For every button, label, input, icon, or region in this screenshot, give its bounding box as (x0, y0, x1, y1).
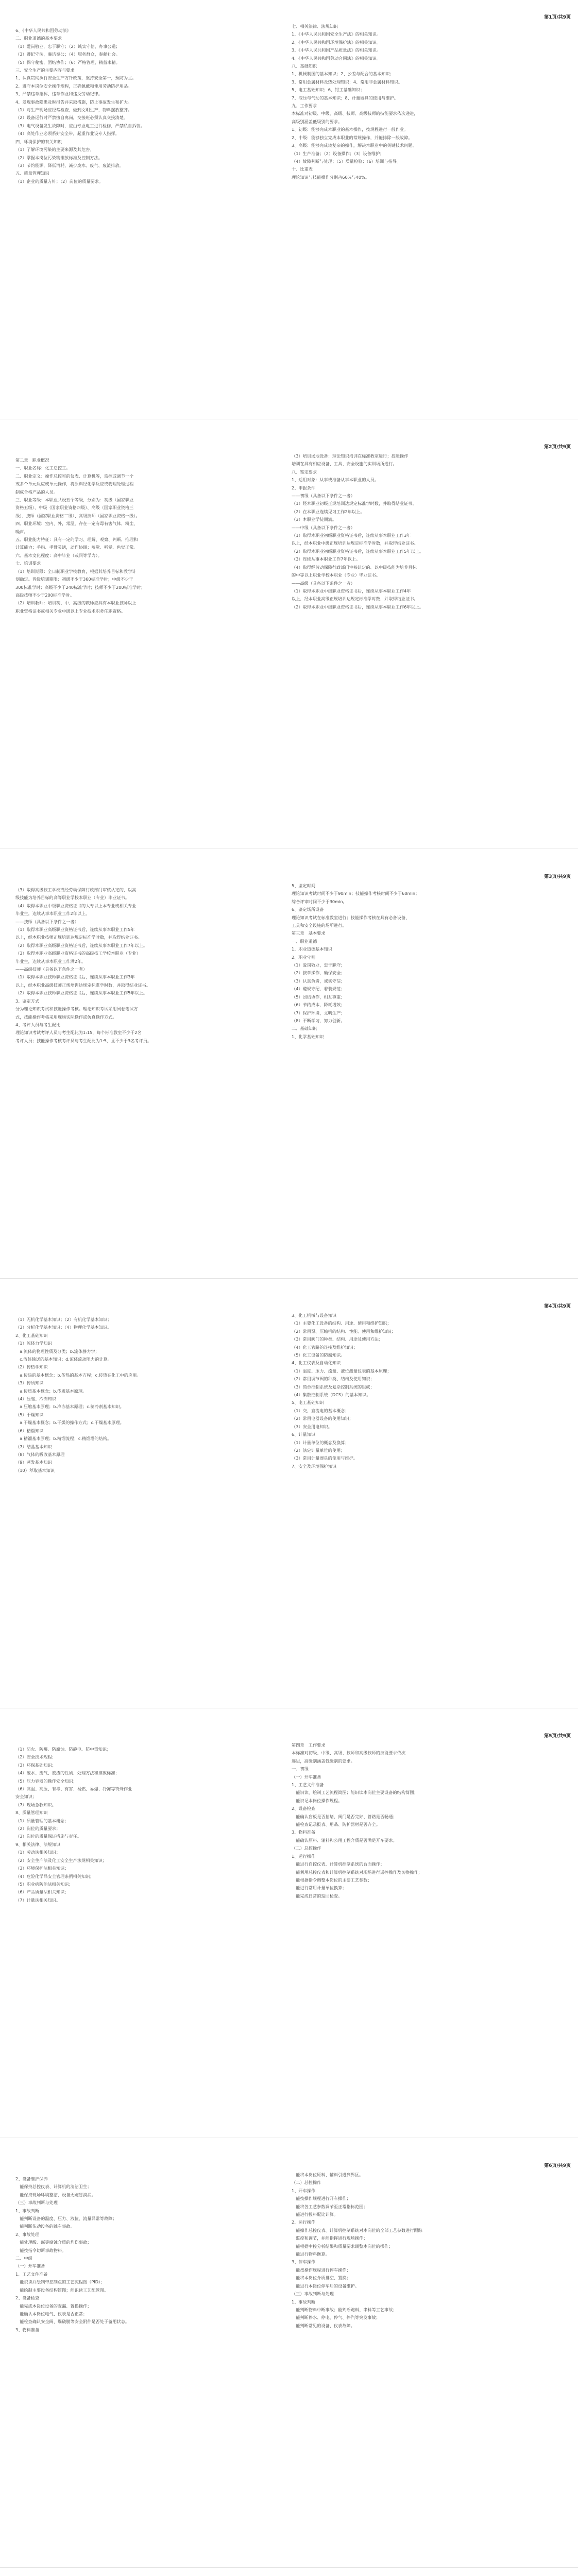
left-column (15, 886, 273, 1045)
text-line: 1、化学基础知识 (292, 1033, 324, 1039)
text-line: （2）常用电器设备的使用知识； (292, 1416, 353, 1421)
text-line: 1、工艺文件准备 (15, 2271, 48, 2277)
text-line: （1）流体力学知识 (15, 1341, 52, 1346)
text-line: （6）高温、高压、有毒、有害、易燃、易爆、冷冻等特殊作业 (15, 1786, 132, 1792)
text-line: （3）认真负责，诚实守信； (292, 978, 345, 984)
text-line: 6、《中华人民共和国劳动法》 (15, 28, 71, 33)
text-line: a.压缩基本原理；b.冷冻基本原理；c.制冷剂基本知识。 (15, 1404, 124, 1410)
text-line: （1）取得本职业高级职业资格证书后，连续从事本职业工作5年 (15, 927, 135, 933)
text-line: 三、安全生产的主要内容与要求 (15, 67, 75, 73)
text-line: 5、电工基础知识 (292, 1400, 324, 1405)
text-line: 5、电工基础知识；6、钳工基础知识； (292, 87, 365, 93)
text-line: 能根据指令调整本岗位的主要工艺参数； (292, 1877, 372, 1883)
text-line: （3）传质知识 (15, 1380, 44, 1386)
text-line: 能进行本岗位停车后的设备维护。 (292, 2283, 360, 2289)
text-line: 制成合格产品的人员。 (15, 489, 58, 495)
text-line: （6）精馏知识 (15, 1428, 44, 1433)
text-line: （2）传热学知识 (15, 1364, 48, 1370)
text-line: 3、物料准备 (292, 1829, 316, 1835)
text-line: （4）废水、废气、废渣的性质、处理方法和排放标准； (15, 1770, 120, 1776)
text-line: （1）对生产现场应经常检查，做到文明生产，物料摆放整齐。 (15, 107, 132, 113)
text-line: （3）电气设备发生故障时，应由专业电工进行检修，严禁私自拆装。 (15, 123, 145, 128)
text-line: 能按操作规程进行停车操作； (292, 2267, 351, 2273)
text-line: 2、设备检查 (292, 1806, 316, 1811)
text-line: （1）劳动法相关知识； (15, 1850, 61, 1855)
text-line: 能判断物料中断事故；能判断跑料、串料等工艺事故； (292, 2307, 397, 2312)
text-line: （4）故障判断与处理；（5）质量检验；（6）培训与指导。 (292, 158, 401, 164)
text-line: （5）职业病防治法相关知识； (15, 1881, 73, 1887)
right-column (292, 452, 549, 611)
text-line: 理论知识考试时间不少于90min；技能操作考核时间不少于60min； (292, 891, 420, 896)
page-number: 第3页/共9页 (544, 874, 571, 879)
text-line: （10）萃取基本知识 (15, 1467, 55, 1473)
page (0, 870, 578, 1279)
text-line: 2、运行操作 (292, 2219, 316, 2225)
text-line: （7）计量法相关知识。 (15, 1897, 61, 1903)
text-line: （2）设备运行时严禁擅自离岗，交接班必须认真交接清楚。 (15, 115, 128, 121)
text-line: 监控和调节，并能指挥进行现场操作； (292, 2235, 368, 2241)
text-line: （1）生产准备；（2）设备操作；（3）设备维护； (292, 150, 384, 156)
text-line: （9）蒸发基本知识 (15, 1460, 52, 1465)
text-line: 能确认盲板是否抽堵、阀门是否完好、管路是否畅通； (292, 1814, 397, 1819)
text-line: 能进行常用计量单位换算； (292, 1885, 347, 1891)
text-line: 2、职业守则 (292, 954, 316, 960)
text-line: 划确定。晋级培训期限：初级不少于360标准学时；中级不少于 (15, 577, 133, 582)
text-line: 能确认本岗位电气、仪表是否正常； (15, 2311, 88, 2316)
text-line: （3）遵纪守法，廉洁奉公；（4）服务群众，奉献社会。 (15, 52, 120, 57)
text-line: 2、《中华人民共和国环境保护法》的相关知识。 (292, 39, 381, 45)
text-line: （3）环境保护法相关知识； (15, 1866, 69, 1871)
text-line: 式，技能操作考核采用现场实际操作或仿真操作方式。 (15, 1014, 117, 1020)
text-line: 能识读并绘制带控制点的工艺流程图（PID）； (15, 2279, 105, 2285)
text-line: 工具和安全设施的场所进行。 (292, 923, 347, 928)
text-line: 能按操作规程进行开车操作； (292, 2196, 351, 2201)
text-line: （8）气体的吸收基本原理 (15, 1451, 65, 1457)
text-line: 能确认原料、辅料和公用工程介质是否满足开车要求。 (292, 1837, 397, 1843)
page-number: 第1页/共9页 (544, 15, 571, 20)
text-line: 7、液压与气动的基本知识；8、计量器具的使用与维护。 (292, 95, 398, 100)
right-column (292, 1741, 549, 1900)
text-line: 2、中级：能够独立完成本职业的常规操作，并能排除一般故障。 (292, 134, 413, 140)
text-line: 三、职业等级：本职业共设五个等级，分别为：初级（国家职业 (15, 497, 134, 503)
text-line: （3）取得本职业高级职业资格证书的高级技工学校本职业（专业） (15, 951, 141, 956)
text-line: 十、比重表 (292, 166, 313, 172)
text-line: 能进行自控仪表、计算机控制系统的台面操作； (292, 1861, 385, 1867)
text-line: 3、鉴定方式 (15, 998, 40, 1004)
text-line: （1）培训期限：全日制职业学校教育，根据其培养目标和教学计 (15, 568, 137, 574)
text-line: （二）总控操作 (292, 2180, 321, 2185)
text-line: （2）取得本职业高级职业资格证书后，连续从事本职业工作7年以上。 (15, 942, 148, 948)
text-line: （2）在本职业连续见习工作2年以上。 (292, 509, 365, 514)
text-line: 能进行物料衡算。 (292, 2251, 330, 2257)
text-line: （3）常用计量器具的使用与维护。 (292, 1455, 358, 1461)
text-line: 四、环境保护的有关知识 (15, 139, 62, 144)
text-line: （3）安全用电知识。 (292, 1423, 332, 1429)
text-line: 3、严禁违章指挥、违章作业和违反劳动纪律。 (15, 91, 103, 97)
text-line: （4）高处作业必须系好安全带，起重作业设专人指挥。 (15, 131, 120, 137)
text-line: （5）保守秘密，团结协作；（6）严格管理，精益求精。 (15, 59, 120, 65)
text-line: （三）事故判断与处理 (292, 2291, 334, 2297)
text-line: （1）交、直流电的基本概念； (292, 1408, 349, 1413)
text-line: a.传热的基本概念；b.传热的基本方程；c.传热在化工中的应用。 (15, 1372, 141, 1378)
text-line: ——高级技师（具备以下条件之一者） (15, 967, 88, 972)
text-line: （1）主要化工设备的结构、用途、使用和维护知识； (292, 1320, 392, 1326)
page (0, 1299, 578, 1708)
text-line: 以上，经本职业高级正规培训达规定标准学时数，并取得结业证书。 (292, 596, 418, 602)
text-line: 6、鉴定场所设备 (292, 907, 324, 912)
text-line: a.流体的物理性质及分类；b.流体静力学； (15, 1348, 99, 1354)
text-line: 第三章 基本要求 (292, 930, 326, 936)
page (0, 440, 578, 849)
text-line: 能识记本岗位操作规程。 (292, 1798, 343, 1803)
left-column (15, 1745, 273, 1904)
text-line: 1、事故判断 (15, 2208, 40, 2213)
text-line: （1）无机化学基本知识；（2）有机化学基本知识； (15, 1317, 112, 1322)
text-line: 递进，高级别涵盖低级别的要求。 (292, 1758, 355, 1764)
text-line: （2）安全技术规程； (15, 1754, 56, 1760)
text-line: （三）事故判断与处理 (15, 2200, 58, 2206)
text-line: （1）爱岗敬业，忠于职守；（2）诚实守信，办事公道； (15, 43, 120, 49)
text-line: 级）、技师（国家职业资格二级）、高级技师（国家职业资格一级）。 (15, 513, 140, 518)
text-line: 能将各工艺参数调节至正常指标范围； (292, 2204, 368, 2209)
text-line: 1、初级：能够完成本职业的基本操作，按规程进行一般作业。 (292, 127, 409, 132)
left-column (15, 1316, 273, 1475)
page-number: 第6页/共9页 (544, 2163, 571, 2168)
text-line: （2）取得本职业技师职业资格证书后，连续从事本职业工作5年以上。 (15, 990, 148, 996)
right-column (292, 882, 549, 1041)
text-line: 毕业生，连续从事本职业工作满2年。 (15, 958, 86, 964)
text-line: （5）压力容器的操作安全知识； (15, 1778, 77, 1784)
text-line: 能完成日常的巡回检查。 (292, 1893, 343, 1899)
text-line: 分为理论知识考试和技能操作考核。理论知识考试采用闭卷笔试方 (15, 1006, 138, 1012)
text-line: a.精馏基本原理；b.精馏流程；c.精馏塔的结构。 (15, 1436, 112, 1442)
text-line: 本标准对初级、中级、高级、技师、高级技师的技能要求依次递进， (292, 111, 418, 116)
text-line: （1）爱岗敬业，忠于职守； (292, 962, 345, 968)
text-line: 一、职业道德 (292, 938, 317, 944)
text-line: 3、停车操作 (292, 2259, 316, 2265)
text-line: 或多个单元反应或单元操作，将原料经化学反应或物理处理过程 (15, 481, 134, 487)
text-line: 9、相关法律、法规知识 (15, 1841, 61, 1847)
text-line: （5）团结协作，相互尊重； (292, 994, 345, 999)
text-line: 能保持总控仪表、计算机的清洁卫生； (15, 2184, 92, 2190)
text-line: （2）掌握本岗位污染物排放标准及控制方法。 (15, 155, 103, 160)
page (0, 1729, 578, 2138)
text-line: 二、基础知识 (292, 1026, 317, 1031)
page (0, 10, 578, 419)
text-line: 能将本岗位介质排空、置换； (292, 2275, 351, 2281)
text-line: 1、开车操作 (292, 2188, 316, 2193)
text-line: 能判断停水、停电、停气、停汽等突发事故； (292, 2315, 380, 2320)
text-line: （7）结晶基本知识 (15, 1444, 52, 1449)
text-line: （1）取得本职业初级职业资格证书后，连续从事本职业工作3年 (292, 533, 411, 538)
text-line: （1）质量管理的基本概念； (15, 1818, 69, 1823)
text-line: （2）常用泵、压缩机的结构、性能、使用和维护知识； (292, 1328, 396, 1334)
text-line: 本标准对初级、中级、高级、技师和高级技师的技能要求依次 (292, 1750, 406, 1756)
text-line: 考评人员；技能操作考核考评员与考生配比为1:5，且不少于3名考评员。 (15, 1038, 152, 1043)
text-line: （3）岗位的质量保证措施与责任。 (15, 1834, 82, 1839)
text-line: a.传质基本概念；b.传质基本原理。 (15, 1388, 87, 1394)
text-line: （2）培训教师：培训初、中、高级的教师应具有本职业技师以上 (15, 600, 137, 606)
text-line: （3）节约能源，降低消耗，减少废水、废气、废渣排放。 (15, 162, 124, 168)
text-line: （二）总控操作 (292, 1845, 321, 1851)
text-line: 职业资格证书或相关专业中级以上专业技术职务任职资格。 (15, 608, 125, 614)
text-line: （2）岗位的质量要求； (15, 1826, 61, 1832)
text-line: （2）按章操作，确保安全； (292, 970, 345, 976)
text-line: ——初级（具备以下条件之一者） (292, 493, 355, 499)
text-line: 7、安全及环境保护知识 (292, 1463, 337, 1469)
text-line: 七、相关法律、法规知识 (292, 24, 338, 29)
page (0, 2159, 578, 2568)
text-line: 2、事故处理 (15, 2231, 40, 2237)
text-line: （3）培训场地设备：理论知识培训在标准教室进行；技能操作 (292, 453, 409, 459)
text-line: （1）企业的质量方针；（2）岗位的质量要求。 (15, 178, 104, 184)
text-line: 能完成本岗位设备的查漏、置换操作； (15, 2303, 92, 2309)
text-line: 的中等以上职业学校本职业（专业）毕业证书。 (292, 572, 380, 578)
text-line: （1）计量单位的概念及换算； (292, 1439, 349, 1445)
text-line: 计算能力；手指、手臂灵活，动作协调；嗅觉、听觉、色觉正常。 (15, 545, 138, 550)
text-line: ——技师（具备以下条件之一者） (15, 919, 79, 924)
text-line: 二、职业道德的基本要求 (15, 36, 62, 41)
text-line: 五、质量管理知识 (15, 171, 49, 176)
text-line: （2）取得本职业中级职业资格证书后，连续从事本职业工作6年以上。 (292, 604, 424, 609)
text-line: （1）取得本职业中级职业资格证书后，连续从事本职业工作4年 (292, 588, 411, 594)
text-line: 3、化工机械与设备知识 (292, 1313, 337, 1318)
text-line: 以上，经本职业高级技师正规培训达规定标准学时数，并取得结业证书。 (15, 982, 151, 988)
text-line: 4、发现事故隐患及时报告并采取措施，防止事故发生和扩大。 (15, 99, 132, 105)
left-column (15, 2175, 273, 2334)
text-line: 高级别涵盖低级别的要求。 (292, 118, 343, 124)
text-line: （一）开车准备 (292, 1774, 321, 1780)
text-line: 级技能为培养目标的高等职业学校本职业（专业）毕业证书。 (15, 895, 130, 901)
text-line: 300标准学时；高级不少于240标准学时；技师不少于200标准学时； (15, 584, 145, 590)
text-line: （3）本职业学徒期满。 (292, 517, 337, 522)
text-line: 能绘制主要设备结构简图；能识读工艺配管图。 (15, 2287, 109, 2293)
text-line: （5）干燥知识 (15, 1412, 44, 1417)
text-line: （4）化工管路的连接及维护知识； (292, 1344, 358, 1350)
text-line: 能检查记录报表、用品、防护器材是否齐全。 (292, 1822, 380, 1827)
page-number: 第4页/共9页 (544, 1304, 571, 1309)
text-line: （4）集散控制系统（DCS）的基本知识。 (292, 1392, 371, 1398)
text-line: 能判断传动设备的跳车事故。 (15, 2224, 75, 2229)
text-line: 2、遵守本岗位安全操作规程，正确佩戴和使用劳动防护用品。 (15, 83, 132, 89)
text-line: 第二章 职业概况 (15, 457, 49, 463)
text-line: （3）分析化学基本知识；（4）物理化学基本知识。 (15, 1325, 112, 1330)
text-line: 五、职业能力特征：具有一定的学习、理解、观察、判断、推理和 (15, 537, 138, 543)
text-line: 4、化工仪表及自动化知识 (292, 1360, 341, 1366)
text-line: ——中级（具备以下条件之一者） (292, 524, 355, 530)
text-line: 一、职业名称：化工总控工。 (15, 465, 71, 471)
text-line: 2、化工基础知识 (15, 1332, 48, 1338)
text-line: （5）化工设备的防腐知识。 (292, 1352, 345, 1358)
text-line: （4）压缩、冷冻知识 (15, 1396, 56, 1402)
text-line: 毕业生，连续从事本职业工作2年以上。 (15, 911, 90, 917)
text-line: 1、适用对象：从事或准备从事本职业的人员。 (292, 477, 379, 483)
text-line: 以上，经本职业技师正规培训达规定标准学时数，并取得结业证书。 (15, 935, 142, 940)
text-line: 能判断常见的设备、仪表故障。 (292, 2323, 355, 2328)
text-line: 3、《中华人民共和国产品质量法》的相关知识。 (292, 47, 381, 53)
text-line: （4）取得本职业中级职业资格证书的大专以上本专业或相关专业 (15, 903, 137, 908)
text-line: （8）不断学习，努力创新。 (292, 1018, 345, 1023)
text-line: 八、鉴定要求 (292, 469, 317, 474)
text-line: 1、事故判断 (292, 2299, 316, 2304)
text-line: （3）简单控制系统及复杂控制系统的组成； (292, 1384, 375, 1389)
text-line: 第四章 工作要求 (292, 1742, 326, 1748)
text-line: 高级技师不少于200标准学时。 (15, 592, 74, 598)
text-line: （7）保护环境，文明生产； (292, 1010, 345, 1015)
text-line: 资格五级）、中级（国家职业资格四级）、高级（国家职业资格三 (15, 505, 134, 511)
text-line: （4）遵规守纪，着装规范； (292, 986, 345, 992)
text-line: 能进行投料配比计算。 (292, 2212, 338, 2217)
text-line: （2）取得本职业初级职业资格证书后，连续从事本职业工作5年以上。 (292, 548, 424, 554)
right-column (292, 1312, 549, 1470)
right-column (292, 23, 549, 181)
text-line: 6、计量知识 (292, 1432, 316, 1437)
text-line: 八、基础知识 (292, 63, 317, 69)
text-line: 以上，经本职业中级正规培训达规定标准学时数，并取得结业证书。 (292, 540, 418, 546)
text-line: （3）常用阀门的种类、结构、用途及使用方法； (292, 1336, 383, 1342)
text-line: 二、中级 (15, 2256, 32, 2261)
text-line: 能识读、绘制工艺流程简图；能识读本岗位主要设备的结构简图； (292, 1790, 418, 1795)
text-line: c.流体输送的基本知识；d.流体流动阻力的计算。 (15, 1357, 112, 1362)
text-line: 九、工作要求 (292, 103, 317, 109)
page-number: 第2页/共9页 (544, 445, 571, 450)
text-line: （2）常用调节阀的种类、结构及使用知识； (292, 1376, 375, 1382)
page-number: 第5页/共9页 (544, 1734, 571, 1739)
text-line: 能保持现场环境整洁，设备无跑冒滴漏。 (15, 2192, 96, 2197)
text-line: 能检查确认安全阀、爆破膜等安全附件是否处于备用状态。 (15, 2319, 130, 2325)
right-column (292, 2171, 549, 2330)
text-line: （2）安全生产法及化工安全生产法规相关知识； (15, 1857, 107, 1863)
text-line: 培训在具有相应设备、工具、安全设施的实训场所进行。 (292, 461, 397, 467)
text-line: （4）取得经劳动保障行政部门审核认定的、以中级技能为培养目标 (292, 564, 417, 570)
text-line: ——高级（具备以下条件之一者） (292, 580, 355, 586)
text-line: （1）取得本职业技师职业资格证书后，连续从事本职业工作3年 (15, 974, 135, 980)
text-line: 综合评审时间不少于30min。 (292, 899, 347, 904)
text-line: 5、鉴定时间 (292, 883, 316, 888)
text-line: 能利用总控仪表和计算机控制系统对现场进行遥控操作及切换操作； (292, 1869, 422, 1875)
text-line: 1、机械制图的基本知识；2、公差与配合的基本知识； (292, 71, 394, 77)
text-line: 1、《中华人民共和国安全生产法》的相关知识。 (292, 31, 381, 37)
left-column (15, 456, 273, 615)
text-line: 二、职业定义：操作总控室的仪表、计算机等，监控或调节一个 (15, 473, 134, 479)
text-line: 一、初级 (292, 1766, 309, 1772)
text-line: 安全知识； (15, 1794, 37, 1800)
text-line: 能判断设备的温度、压力、液位、流量异常等故障； (15, 2216, 117, 2222)
text-line: 3、高级：能够完成较复杂的操作，解决本职业中的关键技术问题。 (292, 143, 417, 148)
text-line: a.干燥基本概念；b.干燥的操作方式；c.干燥基本原理。 (15, 1420, 124, 1426)
text-line: 1、职业道德基本知识 (292, 946, 332, 952)
text-line: 3、物料准备 (15, 2327, 40, 2332)
text-line: 1、工艺文件准备 (292, 1782, 324, 1788)
text-line: （1）了解环境污染的主要来源及其危害。 (15, 147, 94, 152)
text-line: 2、申报条件 (292, 485, 316, 490)
text-line: 能处理酸、碱等腐蚀介质的灼伤事故； (15, 2240, 92, 2245)
text-line: 3、常用金属材料及热处理知识；4、常用非金属材料知识。 (292, 79, 403, 84)
text-line: 七、培训要求 (15, 561, 41, 566)
text-line: 能根据中控分析结果和质量要求调整本岗位的操作； (292, 2243, 393, 2249)
text-line: 8、质量管理知识 (15, 1810, 48, 1816)
text-line: （3）环保基础知识； (15, 1762, 56, 1768)
text-line: 能将本岗位原料、辅料引进到界区。 (292, 2172, 364, 2177)
text-line: （3）取得高级技工学校或经劳动保障行政部门审核认定的、以高 (15, 887, 137, 892)
text-line: 四、职业环境：室内、外，常温，存在一定有毒有害气体、粉尘、 (15, 521, 138, 527)
text-line: （1）防火、防爆、防腐蚀、防静电、防中毒知识； (15, 1747, 111, 1752)
text-line: （7）现场急救知识。 (15, 1802, 56, 1807)
text-line: （6）节约成本，降耗增效； (292, 1002, 345, 1008)
text-line: （一）开车准备 (15, 2263, 45, 2269)
text-line: 4、《中华人民共和国劳动合同法》的相关知识。 (292, 55, 381, 61)
text-line: （1）温度、压力、流量、液位测量仪表的基本原理； (292, 1368, 392, 1374)
text-line: 4、考评人员与考生配比 (15, 1022, 61, 1027)
text-line: 能操作总控仪表、计算机控制系统对本岗位的全部工艺参数进行跟踪 (292, 2227, 422, 2233)
text-line: 六、基本文化程度：高中毕业（或同等学力）。 (15, 552, 102, 558)
text-line: 理论知识考试在标准教室进行；技能操作考核在具有必备设备、 (292, 914, 410, 920)
text-line: （4）危险化学品安全管理条例相关知识； (15, 1873, 94, 1879)
text-line: （1）经本职业初级正规培训达规定标准学时数，并取得结业证书。 (292, 501, 417, 506)
text-line: 理论知识考试考评人员与考生配比为1:15，每个标准教室不少于2名 (15, 1030, 142, 1036)
text-line: （6）产品质量法相关知识； (15, 1889, 69, 1895)
text-line: 1、认真贯彻执行安全生产方针政策，坚持安全第一，预防为主。 (15, 75, 137, 81)
text-line: 噪声。 (15, 529, 28, 534)
text-line: 理论知识与技能操作分别占60%与40%。 (292, 174, 370, 180)
text-line: 2、设备维护保养 (15, 2176, 48, 2181)
text-line: 1、运行操作 (292, 1853, 316, 1859)
left-column (15, 27, 273, 185)
text-line: （3）连续从事本职业工作7年以上。 (292, 556, 361, 562)
text-line: （2）法定计量单位的使用； (292, 1447, 345, 1453)
text-line: 2、设备检查 (15, 2295, 40, 2301)
text-line: 能按指令切断事故物料。 (15, 2247, 66, 2253)
